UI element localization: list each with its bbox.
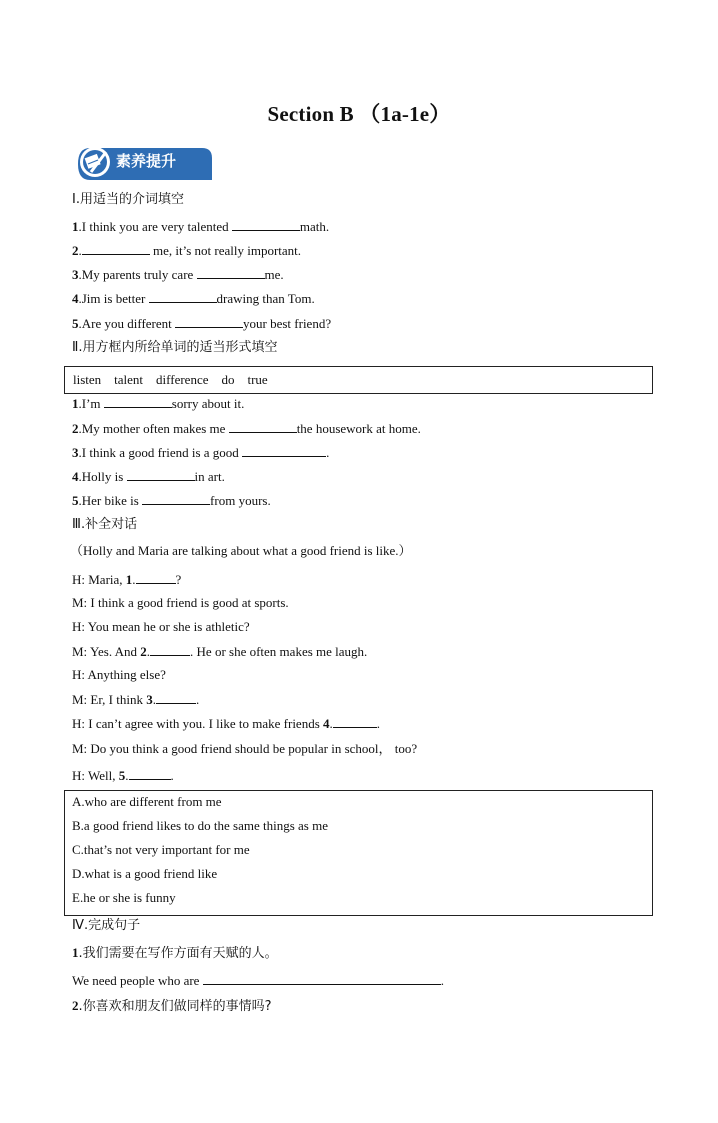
part2-item-4 (72, 468, 225, 485)
item-number: 1 (72, 219, 79, 234)
dialogue-text: H: I can’t agree with you. I like to make friends (72, 716, 324, 731)
part1-item-1 (72, 218, 329, 235)
item-text: from yours. (210, 493, 271, 508)
part4-q1-chinese (72, 945, 278, 962)
answer-blank[interactable] (129, 767, 171, 780)
part2-item-1 (72, 395, 244, 412)
page-title: Section B （1a-1e） (267, 102, 451, 126)
answer-blank[interactable] (333, 715, 377, 728)
item-text: .I think a good friend is a good (78, 445, 243, 460)
item-text: .Are you different (78, 316, 176, 331)
part1-item-3 (72, 266, 284, 283)
item-text: .I think you are very talented (78, 219, 232, 234)
dot: . (152, 692, 156, 707)
answer-blank[interactable] (150, 643, 190, 656)
blank-number: 2 (140, 644, 147, 659)
answer-blank[interactable] (82, 242, 150, 255)
dot: . (146, 644, 151, 659)
dialogue-text: . (376, 716, 381, 731)
option-a: A.who are different from me (72, 794, 222, 809)
blank-number: 3 (146, 692, 153, 707)
item-text: me, it’s not really important. (149, 243, 302, 258)
answer-blank[interactable] (104, 395, 172, 408)
item-number: 4 (72, 469, 79, 484)
dialogue-line-4 (72, 643, 367, 660)
answer-blank[interactable] (156, 691, 196, 704)
dialogue-line-6 (72, 691, 199, 708)
item-text: . (326, 445, 330, 460)
word-box-words: listen talent difference do true (73, 372, 268, 387)
item-text: .Her bike is (78, 493, 143, 508)
answer-blank[interactable] (149, 290, 217, 303)
dialogue-text: . (195, 692, 200, 707)
item-number: 2 (72, 421, 79, 436)
item-text: .My mother often makes me (78, 421, 229, 436)
pencil-book-icon (80, 147, 110, 177)
option-e: E.he or she is funny (72, 890, 176, 905)
dialogue-text: . (170, 768, 174, 783)
answer-blank[interactable] (242, 444, 326, 457)
item-text: sorry about it. (171, 396, 245, 411)
dialogue-line-7 (72, 715, 380, 732)
item-text: your best friend? (243, 316, 332, 331)
item-text: .Holly is (78, 469, 127, 484)
answer-blank[interactable] (175, 315, 243, 328)
dialogue-text: H: Well, (72, 768, 119, 783)
item-text: .I’m (78, 396, 104, 411)
answer-blank[interactable] (203, 972, 441, 985)
answer-blank[interactable] (229, 420, 297, 433)
part1-item-2 (72, 242, 301, 259)
dot: . (132, 572, 136, 587)
item-text: in art. (194, 469, 225, 484)
dialogue-text: H: Maria, (72, 572, 126, 587)
dialogue-text: . He or she often makes me laugh. (190, 644, 368, 659)
option-c: C.that’s not very important for me (72, 842, 250, 857)
blank-number: 5 (118, 768, 126, 783)
answer-blank[interactable] (232, 218, 300, 231)
section-badge (76, 144, 212, 182)
part4-q2-chinese (72, 998, 272, 1015)
word-box (64, 366, 653, 394)
part1-item-4 (72, 290, 315, 307)
item-text: . (440, 973, 444, 988)
item-text: . (78, 243, 82, 258)
answer-blank[interactable] (136, 571, 176, 584)
answer-blank[interactable] (142, 492, 210, 505)
part2-heading: Ⅱ.用方框内所给单词的适当形式填空 (72, 340, 278, 355)
part2-item-2 (72, 420, 421, 437)
item-text: .我们需要在写作方面有天赋的人。 (78, 946, 278, 961)
item-text: .My parents truly care (78, 267, 197, 282)
item-number: 2 (72, 998, 79, 1013)
part3-heading: Ⅲ.补全对话 (72, 517, 138, 532)
part1-heading: Ⅰ.用适当的介词填空 (72, 192, 184, 207)
option-b: B.a good friend likes to do the same things as me (72, 818, 328, 833)
part4-q1-english (72, 972, 444, 989)
item-text: me. (264, 267, 284, 282)
part4-heading: Ⅳ.完成句子 (72, 918, 141, 933)
option-d: D.what is a good friend like (72, 866, 218, 881)
answer-blank[interactable] (127, 468, 195, 481)
item-number: 3 (72, 267, 79, 282)
dialogue-text: M: Er, I think (72, 692, 147, 707)
dialogue-line-2: M: I think a good friend is good at sports. (72, 595, 289, 610)
dialogue-line-9 (72, 767, 174, 784)
part1-item-5 (72, 315, 331, 332)
answer-blank[interactable] (197, 266, 265, 279)
item-text: the housework at home. (296, 421, 421, 436)
item-text: drawing than Tom. (216, 291, 315, 306)
item-number: 1 (72, 396, 79, 411)
item-number: 4 (72, 291, 79, 306)
item-number: 1 (72, 945, 79, 960)
item-number: 2 (72, 243, 79, 258)
dialogue-text: M: Yes. And (72, 644, 141, 659)
part2-item-3 (72, 444, 329, 461)
dialogue-line-3: H: You mean he or she is athletic? (72, 619, 250, 634)
item-text: We need people who are (72, 973, 203, 988)
badge-label: 素养提升 (116, 152, 177, 170)
blank-number: 4 (323, 716, 330, 731)
item-number: 3 (72, 445, 79, 460)
item-text: .Jim is better (78, 291, 149, 306)
item-text: math. (299, 219, 330, 234)
dot: . (125, 768, 129, 783)
item-text: .你喜欢和朋友们做同样的事情吗? (78, 999, 272, 1014)
item-number: 5 (72, 493, 79, 508)
dialogue-line-1 (72, 571, 181, 588)
blank-number: 1 (125, 572, 133, 587)
dialogue-line-8: M: Do you think a good friend should be popular in school， too? (72, 741, 418, 756)
part3-intro: （Holly and Maria are talking about what a good friend is like.） (70, 543, 412, 558)
part2-item-5 (72, 492, 271, 509)
dot: . (329, 716, 333, 731)
item-number: 5 (72, 316, 79, 331)
dialogue-text: ? (175, 572, 182, 587)
dialogue-line-5: H: Anything else? (72, 667, 166, 682)
